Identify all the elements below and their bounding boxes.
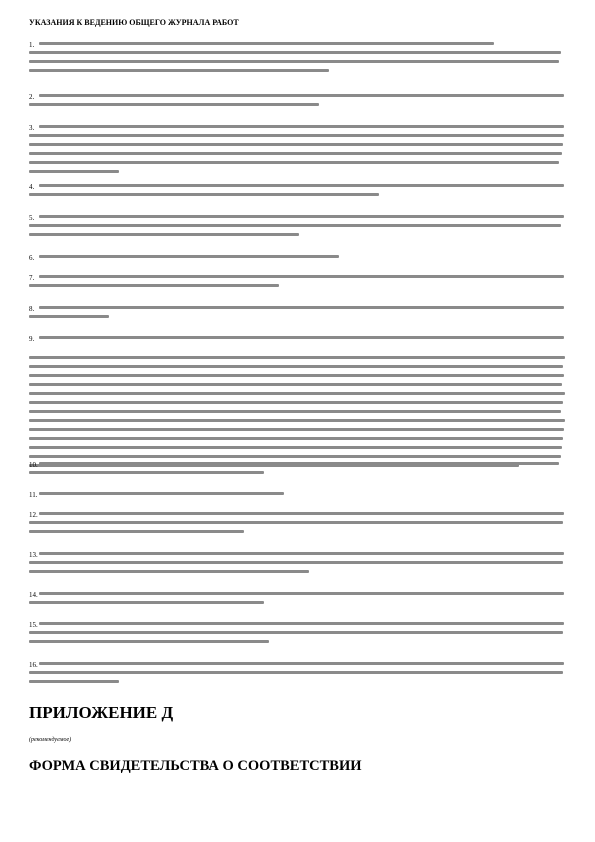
- paragraph-2: [29, 94, 567, 112]
- paragraph-number: 11.: [29, 491, 38, 499]
- paragraph-number: 14.: [29, 591, 38, 599]
- paragraph-1: [29, 42, 567, 78]
- paragraph-number: 5.: [29, 214, 35, 222]
- paragraph-number: 10.: [29, 461, 38, 469]
- appendix-note: (рекомендуемое): [29, 737, 72, 743]
- paragraph-number: 4.: [29, 183, 35, 191]
- paragraph-4: [29, 184, 567, 202]
- paragraph-9: [29, 336, 567, 345]
- paragraph-number: 2.: [29, 93, 35, 101]
- paragraph-12: [29, 512, 567, 539]
- paragraph-6: [29, 255, 567, 264]
- paragraph-9-continued: [29, 356, 567, 473]
- paragraph-16: [29, 662, 567, 689]
- paragraph-13: [29, 552, 567, 579]
- paragraph-15: [29, 622, 567, 649]
- paragraph-11: [29, 492, 567, 501]
- paragraph-number: 13.: [29, 551, 38, 559]
- certificate-form-title: ФОРМА СВИДЕТЕЛЬСТВА О СООТВЕТСТВИИ: [29, 758, 362, 774]
- paragraph-3: [29, 125, 567, 179]
- paragraph-number: 7.: [29, 274, 35, 282]
- paragraph-number: 12.: [29, 511, 38, 519]
- paragraph-number: 8.: [29, 305, 35, 313]
- paragraph-7: [29, 275, 567, 293]
- appendix-title: ПРИЛОЖЕНИЕ Д: [29, 703, 174, 722]
- paragraph-5: [29, 215, 567, 242]
- paragraph-number: 6.: [29, 254, 35, 262]
- paragraph-10: [29, 462, 567, 480]
- paragraph-number: 16.: [29, 661, 38, 669]
- paragraph-number: 15.: [29, 621, 38, 629]
- paragraph-number: 3.: [29, 124, 35, 132]
- paragraph-8: [29, 306, 567, 324]
- paragraph-number: 1.: [29, 41, 35, 49]
- paragraph-14: [29, 592, 567, 610]
- journal-instructions-heading: УКАЗАНИЯ К ВЕДЕНИЮ ОБЩЕГО ЖУРНАЛА РАБОТ: [29, 18, 239, 27]
- paragraph-number: 9.: [29, 335, 35, 343]
